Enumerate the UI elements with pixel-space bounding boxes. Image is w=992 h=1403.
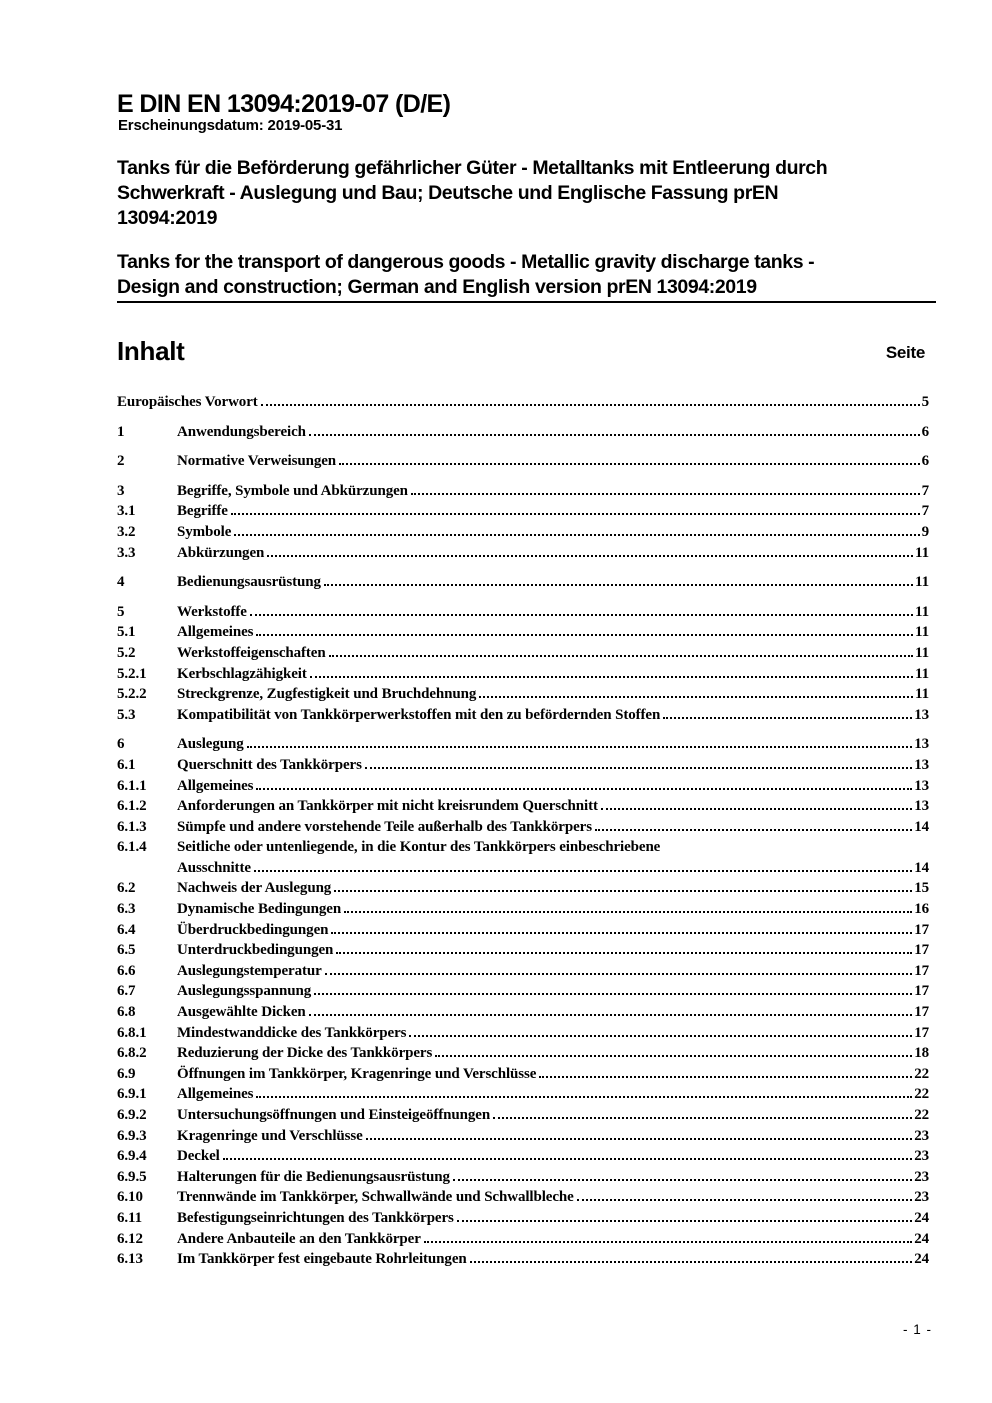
toc-entry bbox=[117, 755, 929, 776]
toc-entry-page: 17 bbox=[914, 942, 929, 959]
toc-entry bbox=[117, 1249, 929, 1270]
toc-entry-number: 6.9.4 bbox=[117, 1148, 147, 1165]
toc-heading: Inhalt bbox=[117, 336, 185, 366]
toc-entry-body bbox=[177, 755, 929, 776]
toc-entry-number: 6.10 bbox=[117, 1189, 143, 1206]
toc-entry-number: 3.1 bbox=[117, 503, 136, 520]
toc-entry bbox=[117, 1208, 929, 1229]
publication-date: Erscheinungsdatum: 2019-05-31 bbox=[118, 117, 343, 134]
toc-leader-dots bbox=[344, 911, 912, 913]
toc-entry-title: Unterdruckbedingungen bbox=[177, 942, 334, 959]
toc-entry-title: Nachweis der Auslegung bbox=[177, 880, 332, 897]
toc-leader-dots bbox=[366, 1138, 913, 1140]
toc-entry-body bbox=[177, 1146, 929, 1167]
toc-entry-number: 6.1 bbox=[117, 756, 136, 773]
toc-entry-number: 6.5 bbox=[117, 942, 136, 959]
toc-entry-number: 6.9.1 bbox=[117, 1086, 147, 1103]
toc-entry bbox=[117, 643, 929, 664]
toc-entry-page: 18 bbox=[914, 1045, 929, 1062]
toc-entry-body bbox=[177, 1023, 929, 1044]
toc-leader-dots bbox=[493, 1117, 912, 1119]
toc-entry bbox=[117, 1064, 929, 1085]
toc-entry bbox=[117, 1126, 929, 1147]
toc-entry-page: 17 bbox=[914, 1024, 929, 1041]
toc-entry-body bbox=[177, 1002, 929, 1023]
toc-entry bbox=[117, 858, 929, 879]
toc-entry-title: Anforderungen an Tankkörper mit nicht kreisrundem Querschnitt bbox=[177, 798, 598, 815]
toc-entry-number: 6.3 bbox=[117, 901, 136, 918]
toc-leader-dots bbox=[457, 1220, 912, 1222]
toc-leader-dots bbox=[223, 1158, 912, 1160]
toc-entry-number: 5 bbox=[117, 603, 125, 620]
toc-entry-title: Kompatibilität von Tankkörperwerkstoffen mit den zu befördernden Stoffen bbox=[177, 706, 661, 723]
toc-entry-title: Deckel bbox=[177, 1148, 220, 1165]
toc-entry-title: Dynamische Bedingungen bbox=[177, 901, 342, 918]
toc-entry-number: 6.13 bbox=[117, 1251, 143, 1268]
german-title-line: Tanks für die Beförderung gefährlicher Güter - Metalltanks mit Entleerung durch bbox=[117, 157, 828, 179]
toc-entry-body bbox=[177, 705, 929, 726]
toc-entry-title: Werkstoffe bbox=[177, 603, 247, 620]
toc-entry-number: 6.9 bbox=[117, 1065, 136, 1082]
toc-entry-title: Auslegungsspannung bbox=[177, 983, 312, 1000]
toc-entry-number: 5.2 bbox=[117, 644, 136, 661]
toc-entry bbox=[117, 796, 929, 817]
toc-entry-number: 2 bbox=[117, 453, 125, 470]
toc-entry-body bbox=[177, 837, 929, 858]
toc-entry-number: 6.1.1 bbox=[117, 777, 147, 794]
toc-leader-dots bbox=[267, 555, 913, 557]
toc-entry bbox=[117, 940, 929, 961]
toc-entry-page: 17 bbox=[914, 1004, 929, 1021]
toc-entry-page: 17 bbox=[914, 921, 929, 938]
toc-leader-dots bbox=[234, 534, 919, 536]
toc-entry bbox=[117, 572, 929, 593]
toc-leader-dots bbox=[261, 404, 920, 406]
toc-leader-dots bbox=[409, 1035, 912, 1037]
document-number-heading: E DIN EN 13094:2019-07 (D/E) bbox=[117, 90, 451, 118]
toc-entry-body bbox=[177, 817, 929, 838]
german-title-line: Schwerkraft - Auslegung und Bau; Deutsche und Englische Fassung prEN bbox=[117, 182, 779, 204]
toc-entry-page: 22 bbox=[914, 1065, 929, 1082]
toc-entry-page: 11 bbox=[915, 603, 929, 620]
toc-entry-number: 3 bbox=[117, 482, 125, 499]
page-number-footer: - 1 - bbox=[902, 1322, 932, 1337]
toc-entry-title: Mindestwanddicke des Tankkörpers bbox=[177, 1024, 407, 1041]
toc-entry-title: Kerbschlagzähigkeit bbox=[177, 665, 307, 682]
toc-entry-title: Öffnungen im Tankkörper, Kragenringe und Verschlüsse bbox=[177, 1065, 537, 1082]
toc-entry-number: 5.1 bbox=[117, 624, 136, 641]
toc-entry-number: 5.2.2 bbox=[117, 686, 147, 703]
toc-entry-title: Trennwände im Tankkörper, Schwallwände und Schwallbleche bbox=[177, 1189, 574, 1206]
toc-entry-number: 6.1.2 bbox=[117, 798, 147, 815]
toc-entry-title: Untersuchungsöffnungen und Einsteigeöffnungen bbox=[177, 1107, 491, 1123]
toc-entry bbox=[117, 501, 929, 522]
toc-entry bbox=[117, 878, 929, 899]
toc-entry-title: Begriffe, Symbole und Abkürzungen bbox=[177, 482, 408, 499]
toc-leader-dots bbox=[595, 829, 912, 831]
toc-entry bbox=[117, 734, 929, 755]
toc-leader-dots bbox=[310, 676, 913, 678]
toc-leader-dots bbox=[470, 1261, 913, 1263]
toc-entry bbox=[117, 392, 929, 413]
toc-entry-page: 17 bbox=[914, 983, 929, 1000]
toc-entry bbox=[117, 1105, 929, 1126]
toc-entry-number: 5.3 bbox=[117, 706, 136, 723]
toc-leader-dots bbox=[336, 952, 912, 954]
toc-entry-title: Auslegungstemperatur bbox=[177, 962, 322, 979]
toc-entry-title: Andere Anbauteile an den Tankkörper bbox=[177, 1230, 421, 1247]
toc-entry-title: Anwendungsbereich bbox=[177, 423, 306, 440]
toc-entry bbox=[117, 1023, 929, 1044]
toc-entry-body bbox=[177, 776, 929, 797]
toc-leader-dots bbox=[577, 1199, 912, 1201]
toc-entry-body bbox=[177, 1043, 929, 1064]
toc-leader-dots bbox=[256, 788, 912, 790]
toc-entry bbox=[117, 543, 929, 564]
toc-entry-body bbox=[177, 1064, 929, 1085]
toc-entry-page: 17 bbox=[914, 962, 929, 979]
toc-entry-number: 6.2 bbox=[117, 880, 136, 897]
horizontal-rule bbox=[117, 301, 936, 303]
toc-entry-title: Ausschnitte bbox=[177, 859, 251, 876]
toc-entry-number bbox=[117, 858, 177, 879]
toc-leader-dots bbox=[309, 1014, 913, 1016]
toc-leader-dots bbox=[324, 584, 913, 586]
toc-entry-page: 13 bbox=[914, 706, 929, 723]
toc-entry-body bbox=[177, 664, 929, 685]
toc-entry-title: Allgemeines bbox=[177, 1086, 254, 1103]
toc-entry-number: 6.9.2 bbox=[117, 1107, 147, 1123]
toc-entry-page: 14 bbox=[914, 818, 929, 835]
toc-entry-body bbox=[177, 940, 929, 961]
toc-entry-page: 22 bbox=[914, 1107, 929, 1123]
toc-entry-title: Ausgewählte Dicken bbox=[177, 1004, 306, 1021]
toc-entry-number: 6.6 bbox=[117, 962, 136, 979]
toc-leader-dots bbox=[247, 746, 913, 748]
toc-leader-dots bbox=[601, 808, 912, 810]
toc-entry bbox=[117, 776, 929, 797]
toc-entry-body bbox=[177, 961, 929, 982]
toc-entry-number: 6.8 bbox=[117, 1004, 136, 1021]
toc-entry-title: Begriffe bbox=[177, 503, 228, 520]
toc-entry-title: Abkürzungen bbox=[177, 544, 265, 561]
toc-entry bbox=[117, 684, 929, 705]
toc-entry bbox=[117, 1167, 929, 1188]
toc-entry-title: Überdruckbedingungen bbox=[177, 921, 329, 938]
toc-entry-title: Seitliche oder untenliegende, in die Kontur des Tankkörpers einbeschriebene bbox=[177, 839, 661, 856]
toc-leader-dots bbox=[331, 932, 912, 934]
toc-leader-dots bbox=[663, 717, 912, 719]
toc-entry bbox=[117, 1229, 929, 1250]
toc-entry-body bbox=[177, 451, 929, 472]
german-title-line: 13094:2019 bbox=[117, 207, 218, 229]
toc-leader-dots bbox=[539, 1076, 912, 1078]
toc-entry-title: Bedienungsausrüstung bbox=[177, 574, 321, 591]
toc-leader-dots bbox=[231, 513, 920, 515]
toc-entry-page: 22 bbox=[914, 1086, 929, 1103]
toc-entry-number: 6.11 bbox=[117, 1209, 143, 1226]
toc-entry-number: 6.1.4 bbox=[117, 839, 147, 856]
toc-entry bbox=[117, 1002, 929, 1023]
toc-entry-body bbox=[177, 501, 929, 522]
toc-entry-page: 24 bbox=[914, 1230, 929, 1247]
toc-entry-body bbox=[177, 684, 929, 705]
toc-entry bbox=[117, 522, 929, 543]
toc-entry-number: 6.8.2 bbox=[117, 1045, 147, 1062]
toc-entry-title: Querschnitt des Tankkörpers bbox=[177, 756, 362, 773]
toc-entry-page: 14 bbox=[914, 859, 929, 876]
toc-leader-dots bbox=[339, 463, 920, 465]
toc-leader-dots bbox=[411, 493, 920, 495]
toc-entry-title: Im Tankkörper fest eingebaute Rohrleitungen bbox=[177, 1251, 467, 1268]
toc-entry-title: Europäisches Vorwort bbox=[117, 394, 258, 410]
toc-entry-page: 6 bbox=[921, 423, 929, 440]
english-title-line: Design and construction; German and English version prEN 13094:2019 bbox=[117, 276, 757, 298]
toc-entry bbox=[117, 422, 929, 443]
toc-entry-page: 11 bbox=[915, 644, 929, 661]
toc-entry bbox=[117, 1187, 929, 1208]
toc-leader-dots bbox=[256, 1096, 912, 1098]
toc-entry bbox=[117, 817, 929, 838]
toc-entry-page: 13 bbox=[914, 798, 929, 815]
toc-entry-title: Kragenringe und Verschlüsse bbox=[177, 1127, 363, 1144]
toc-entry-page: 23 bbox=[914, 1148, 929, 1165]
toc-entry-body bbox=[177, 1249, 929, 1270]
toc-entry-body bbox=[177, 622, 929, 643]
toc-entry-page: 6 bbox=[921, 453, 929, 470]
toc-entry-page: 11 bbox=[915, 544, 929, 561]
toc-entry-number: 3.3 bbox=[117, 544, 136, 561]
toc-entry-page: 13 bbox=[914, 736, 929, 753]
toc-entry-body bbox=[177, 1084, 929, 1105]
toc-entry bbox=[117, 451, 929, 472]
toc-entry bbox=[117, 481, 929, 502]
toc-entry bbox=[117, 1084, 929, 1105]
toc-entry-title: Reduzierung der Dicke des Tankkörpers bbox=[177, 1045, 433, 1062]
toc-entry bbox=[117, 920, 929, 941]
toc-leader-dots bbox=[309, 434, 920, 436]
toc-entry bbox=[117, 899, 929, 920]
toc-entry-page: 16 bbox=[914, 901, 929, 918]
toc-entry-title: Normative Verweisungen bbox=[177, 453, 337, 470]
toc-leader-dots bbox=[256, 634, 913, 636]
toc-entry-body bbox=[177, 643, 929, 664]
toc-entry-body bbox=[177, 572, 929, 593]
toc-entry-page: 11 bbox=[915, 574, 929, 591]
toc-page-column-label: Seite bbox=[885, 343, 925, 362]
toc-leader-dots bbox=[254, 870, 912, 872]
toc-entry-page: 15 bbox=[914, 880, 929, 897]
toc-entry-body bbox=[177, 920, 929, 941]
toc-entry-number: 6 bbox=[117, 736, 125, 753]
toc-entry-title: Sümpfe und andere vorstehende Teile außerhalb des Tankkörpers bbox=[177, 818, 592, 835]
toc-entry bbox=[117, 837, 929, 858]
toc-entry-title: Allgemeines bbox=[177, 624, 254, 641]
english-title bbox=[117, 250, 947, 300]
toc-entry-body bbox=[177, 899, 929, 920]
toc-leader-dots bbox=[329, 655, 913, 657]
toc-entry-body bbox=[177, 1187, 929, 1208]
toc-entry bbox=[117, 622, 929, 643]
toc-entry-page: 13 bbox=[914, 777, 929, 794]
toc-entry-title: Befestigungseinrichtungen des Tankkörpers bbox=[177, 1209, 454, 1226]
toc-entry-page: 9 bbox=[921, 523, 929, 540]
toc-entry-page: 5 bbox=[921, 394, 929, 410]
toc-entry-number: 6.12 bbox=[117, 1230, 143, 1247]
toc-entry-body bbox=[177, 1105, 929, 1126]
toc-entry-number: 6.4 bbox=[117, 921, 136, 938]
toc-entry-page: 11 bbox=[915, 665, 929, 682]
toc-entry-number: 6.1.3 bbox=[117, 818, 147, 835]
toc-entry-body bbox=[177, 981, 929, 1002]
toc-entry-page: 13 bbox=[914, 756, 929, 773]
toc-entry bbox=[117, 981, 929, 1002]
toc-leader-dots bbox=[479, 696, 913, 698]
toc-entry-number: 4 bbox=[117, 574, 125, 591]
toc-entry-number: 3.2 bbox=[117, 523, 136, 540]
toc-leader-dots bbox=[424, 1241, 912, 1243]
toc-entry-page: 11 bbox=[915, 624, 929, 641]
toc-entry-page: 11 bbox=[915, 686, 929, 703]
toc-entry bbox=[117, 602, 929, 623]
toc-entry bbox=[117, 705, 929, 726]
toc-entry-body bbox=[177, 543, 929, 564]
toc-leader-dots bbox=[334, 890, 912, 892]
toc-entry-page: 23 bbox=[914, 1168, 929, 1185]
toc-leader-dots bbox=[435, 1055, 912, 1057]
toc-entry-title: Werkstoffeigenschaften bbox=[177, 644, 326, 661]
toc-entry-page: 24 bbox=[914, 1209, 929, 1226]
toc-entry-number: 1 bbox=[117, 423, 125, 440]
german-title bbox=[117, 156, 947, 231]
toc-entry-title: Auslegung bbox=[177, 736, 244, 753]
toc-entry bbox=[117, 1043, 929, 1064]
toc-entry-body bbox=[177, 878, 929, 899]
toc-entry-body bbox=[177, 422, 929, 443]
toc-leader-dots bbox=[314, 993, 912, 995]
toc-entry-body bbox=[117, 392, 929, 413]
toc-entry-number: 6.9.3 bbox=[117, 1127, 147, 1144]
toc-entry-title: Halterungen für die Bedienungsausrüstung bbox=[177, 1168, 450, 1185]
toc-entry-body bbox=[177, 796, 929, 817]
toc-leader-dots bbox=[453, 1179, 912, 1181]
toc-entry-body bbox=[177, 481, 929, 502]
toc-entry bbox=[117, 664, 929, 685]
toc-leader-dots bbox=[365, 767, 912, 769]
toc-entry-page: 23 bbox=[914, 1189, 929, 1206]
toc-list bbox=[117, 383, 929, 1270]
toc-entry-body bbox=[177, 858, 929, 879]
toc-entry-body bbox=[177, 1126, 929, 1147]
toc-entry-number: 5.2.1 bbox=[117, 665, 147, 682]
toc-entry-number: 6.7 bbox=[117, 983, 136, 1000]
toc-entry-page: 7 bbox=[921, 482, 929, 499]
toc-entry-body bbox=[177, 602, 929, 623]
english-title-line: Tanks for the transport of dangerous goods - Metallic gravity discharge tanks - bbox=[117, 251, 815, 273]
toc-entry-body bbox=[177, 522, 929, 543]
toc-entry-body bbox=[177, 1229, 929, 1250]
toc-entry-number: 6.9.5 bbox=[117, 1168, 147, 1185]
toc-entry-title: Symbole bbox=[177, 523, 232, 540]
toc-entry-page: 24 bbox=[914, 1251, 929, 1268]
toc-entry-page: 23 bbox=[914, 1127, 929, 1144]
toc-entry-title: Allgemeines bbox=[177, 777, 254, 794]
toc-leader-dots bbox=[325, 973, 913, 975]
toc-entry-body bbox=[177, 734, 929, 755]
toc-leader-dots bbox=[250, 614, 913, 616]
toc-entry-body bbox=[177, 1167, 929, 1188]
toc-entry-page: 7 bbox=[921, 503, 929, 520]
toc-entry-number: 6.8.1 bbox=[117, 1024, 147, 1041]
toc-entry bbox=[117, 1146, 929, 1167]
toc-entry-body bbox=[177, 1208, 929, 1229]
toc-entry bbox=[117, 961, 929, 982]
toc-entry-title: Streckgrenze, Zugfestigkeit und Bruchdehnung bbox=[177, 686, 477, 703]
